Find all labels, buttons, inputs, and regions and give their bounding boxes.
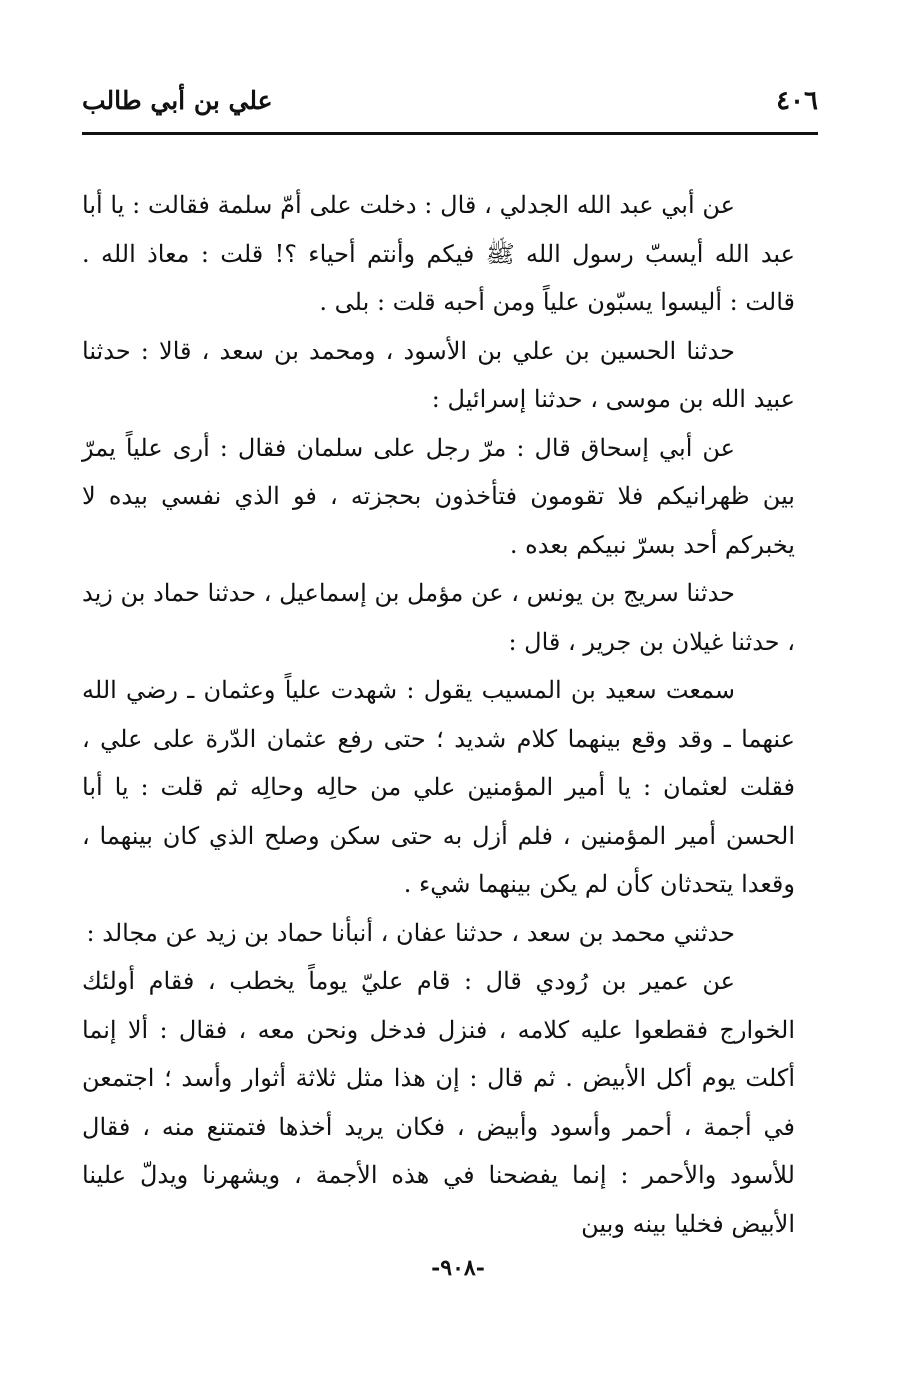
paragraph-7: عن عمير بن رُودي قال : قام عليّ يوماً يخطب ، فقام أولئك الخوارج فقطعوا عليه كلامه ، فنزل فدخل ونحن معه ، فقال : ألا إنما أكلت يوم أكل الأبيض . ثم قال : إن هذا مثل ثلاثة أثوار وأسد ؛ اجتمعن في أجمة ، أحمر وأسود وأبيض ، فكان يريد أخذها فتمتنع منه ، فقال للأسود والأحمر : إنما يفضحنا في هذه الأجمة ، ويشهرنا ويدلّ علينا الأبيض فخليا بينه وبين [82, 967, 795, 1238]
header-page-number: ٤٠٦ [776, 86, 818, 116]
paragraph-2: حدثنا الحسين بن علي بن الأسود ، ومحمد بن سعد ، قالا : حدثنا عبيد الله بن موسى ، حدثنا إسرائيل : [82, 336, 795, 413]
running-header [82, 82, 818, 132]
footer-page-marker: -٩٠٨- [431, 1255, 485, 1281]
paragraph-4: حدثنا سريج بن يونس ، عن مؤمل بن إسماعيل ، حدثنا حماد بن زيد ، حدثنا غيلان بن جرير ، قال : [82, 579, 795, 656]
paragraph-1: عن أبي عبد الله الجدلي ، قال : دخلت على أمّ سلمة فقالت : يا أبا عبد الله أيسبّ رسول الله ﷺ فيكم وأنتم أحياء ؟! قلت : معاذ الله . قالت : أليسوا يسبّون علياً ومن أحبه قلت : بلى . [82, 191, 795, 316]
paragraph-6: حدثني محمد بن سعد ، حدثنا عفان ، أنبأنا حماد بن زيد عن مجالد : [86, 918, 735, 947]
header-divider [82, 132, 818, 135]
paragraph-5: سمعت سعيد بن المسيب يقول : شهدت علياً وعثمان ـ رضي الله عنهما ـ وقد وقع بينهما كلام شديد ؛ حتى رفع عثمان الدّرة على علي ، فقلت لعثمان : يا أمير المؤمنين علي من حالِه وحالِه ثم قلت : يا أبا الحسن أمير المؤمنين ، فلم أزل به حتى سكن وصلح الذي كان بينهما ، وقعدا يتحدثان كأن لم يكن بينهما شيء . [82, 676, 795, 898]
paragraph-3: عن أبي إسحاق قال : مرّ رجل على سلمان فقال : أرى علياً يمرّ بين ظهرانيكم فلا تقومون فتأخذون بحجزته ، فو الذي نفسي بيده لا يخبركم أحد بسرّ نبيكم بعده . [82, 433, 795, 559]
header-title: علي بن أبي طالب [82, 86, 273, 115]
body-text [82, 181, 795, 1248]
